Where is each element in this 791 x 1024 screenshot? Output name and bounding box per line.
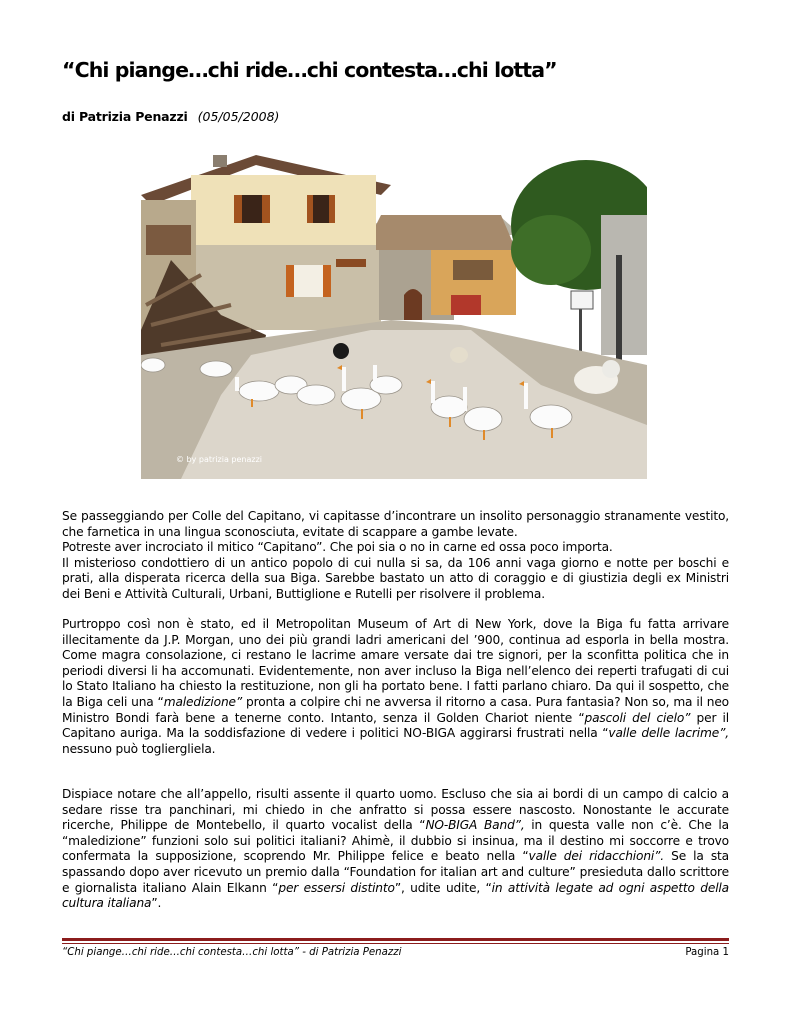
paragraph-1: [62, 509, 729, 603]
footer-rule-thin: [62, 943, 729, 944]
italic-phrase: NO-BIGA Band”,: [425, 818, 525, 833]
photo-illustration: [141, 155, 647, 479]
footer-running-title: “Chi piange…chi ride…chi contesta…chi lotta” - di Patrizia Penazzi: [62, 947, 402, 958]
italic-phrase: per essersi distinto: [278, 880, 395, 895]
byline: [62, 109, 279, 124]
paragraph-2: [62, 617, 729, 757]
italic-phrase: valle dei ridacchioni”.: [528, 849, 665, 864]
italic-phrase: pascoli del cielo”: [584, 710, 691, 725]
photo-credit: © by patrizia penazzi: [176, 455, 262, 464]
italic-phrase: valle delle lacrime”,: [608, 726, 729, 741]
document-title: “Chi piange…chi ride…chi contesta…chi lotta”: [62, 58, 557, 82]
author-name: di Patrizia Penazzi: [62, 109, 188, 124]
paragraph-3: [62, 787, 729, 912]
village-geese-photo: [141, 155, 647, 479]
page-number: Pagina 1: [685, 947, 729, 958]
italic-phrase: in attività legate ad ogni aspetto della cultura italiana: [62, 880, 729, 911]
publication-date: (05/05/2008): [197, 109, 280, 124]
paragraph-1-line-2: Potreste aver incrociato il mitico “Capitano”. Che poi sia o no in carne ed ossa poco importa.: [62, 540, 613, 555]
italic-phrase: maledizione”: [163, 694, 243, 709]
paragraph-1-line-1: Se passeggiando per Colle del Capitano, vi capitasse d’incontrare un insolito personaggio stranamente vestito, che farnetica in una lingua sconosciuta, evitate di scappare a gambe levate.: [62, 509, 729, 539]
paragraph-2-text: Purtroppo così non è stato, ed il Metropolitan Museum of Art di New York, dove la Biga fu fatta arrivare illecitamente da J.P. Morgan, uno dei più grandi ladri americani del ’900, continua ad esporla in bella mostra. Come magra consolazione, ci restano le lacrime amare versate dai tre signori, per la sconfitta politica che in periodi diversi li ha accomunati. Evidentemente, non aver incluso la Biga nell’elenco dei reperti trafugati di cui lo Stato Italiano ha chiesto la restituzione, non gli ha portato bene. I fatti parlano chiaro. Da qui il sospetto, che la Biga celi una “maledizione” pronta a colpire chi ne avversa il ritorno a casa. Pura fantasia? Non so, ma il neo Ministro Bondi farà bene a tenerne conto. Intanto, senza il Golden Chariot niente “pascoli del cielo” per il Capitano auriga. Ma la soddisfazione di vedere i politici NO-BIGA aggirarsi frustrati nella “valle delle lacrime”, nessuno può toglierglielа.: [62, 617, 729, 756]
paragraph-1-line-3: Il misterioso condottiero di un antico popolo di cui nulla si sa, da 106 anni vaga giorno e notte per boschi e prati, alla disperata ricerca della sua Biga. Sarebbe bastato un atto di coraggio e di giustizia degli ex Ministri dei Beni e Attività Culturali, Urbani, Buttiglione e Rutelli per risolvere il problema.: [62, 555, 729, 601]
footer-rule-thick: [62, 938, 729, 941]
paragraph-3-text: Dispiace notare che all’appello, risulti assente il quarto uomo. Escluso che sia ai bordi di un campo di calcio a sedare risse tra panchinari, mi chiedo in che anfratto si possa essere nascosto. Nonostante le accurate ricerche, Philippe de Montebello, il quarto vocalist della “NO-BIGA Band”, in questa valle non c’è. Che la “maledizione” funzioni solo sui politici italiani? Ahimè, il dubbio si insinua, ma il destino mi soccorre e trovo confermata la supposizione, scoprendo Mr. Philippe felice e beato nella “valle dei ridacchioni”. Se la sta spassando dopo aver ricevuto un premio dalla “Foundation for italian art and culture” presieduta dallo scrittore e giornalista italiano Alain Elkann “per essersi distinto”, udite udite, “in attività legate ad ogni aspetto della cultura italiana”.: [62, 787, 729, 911]
